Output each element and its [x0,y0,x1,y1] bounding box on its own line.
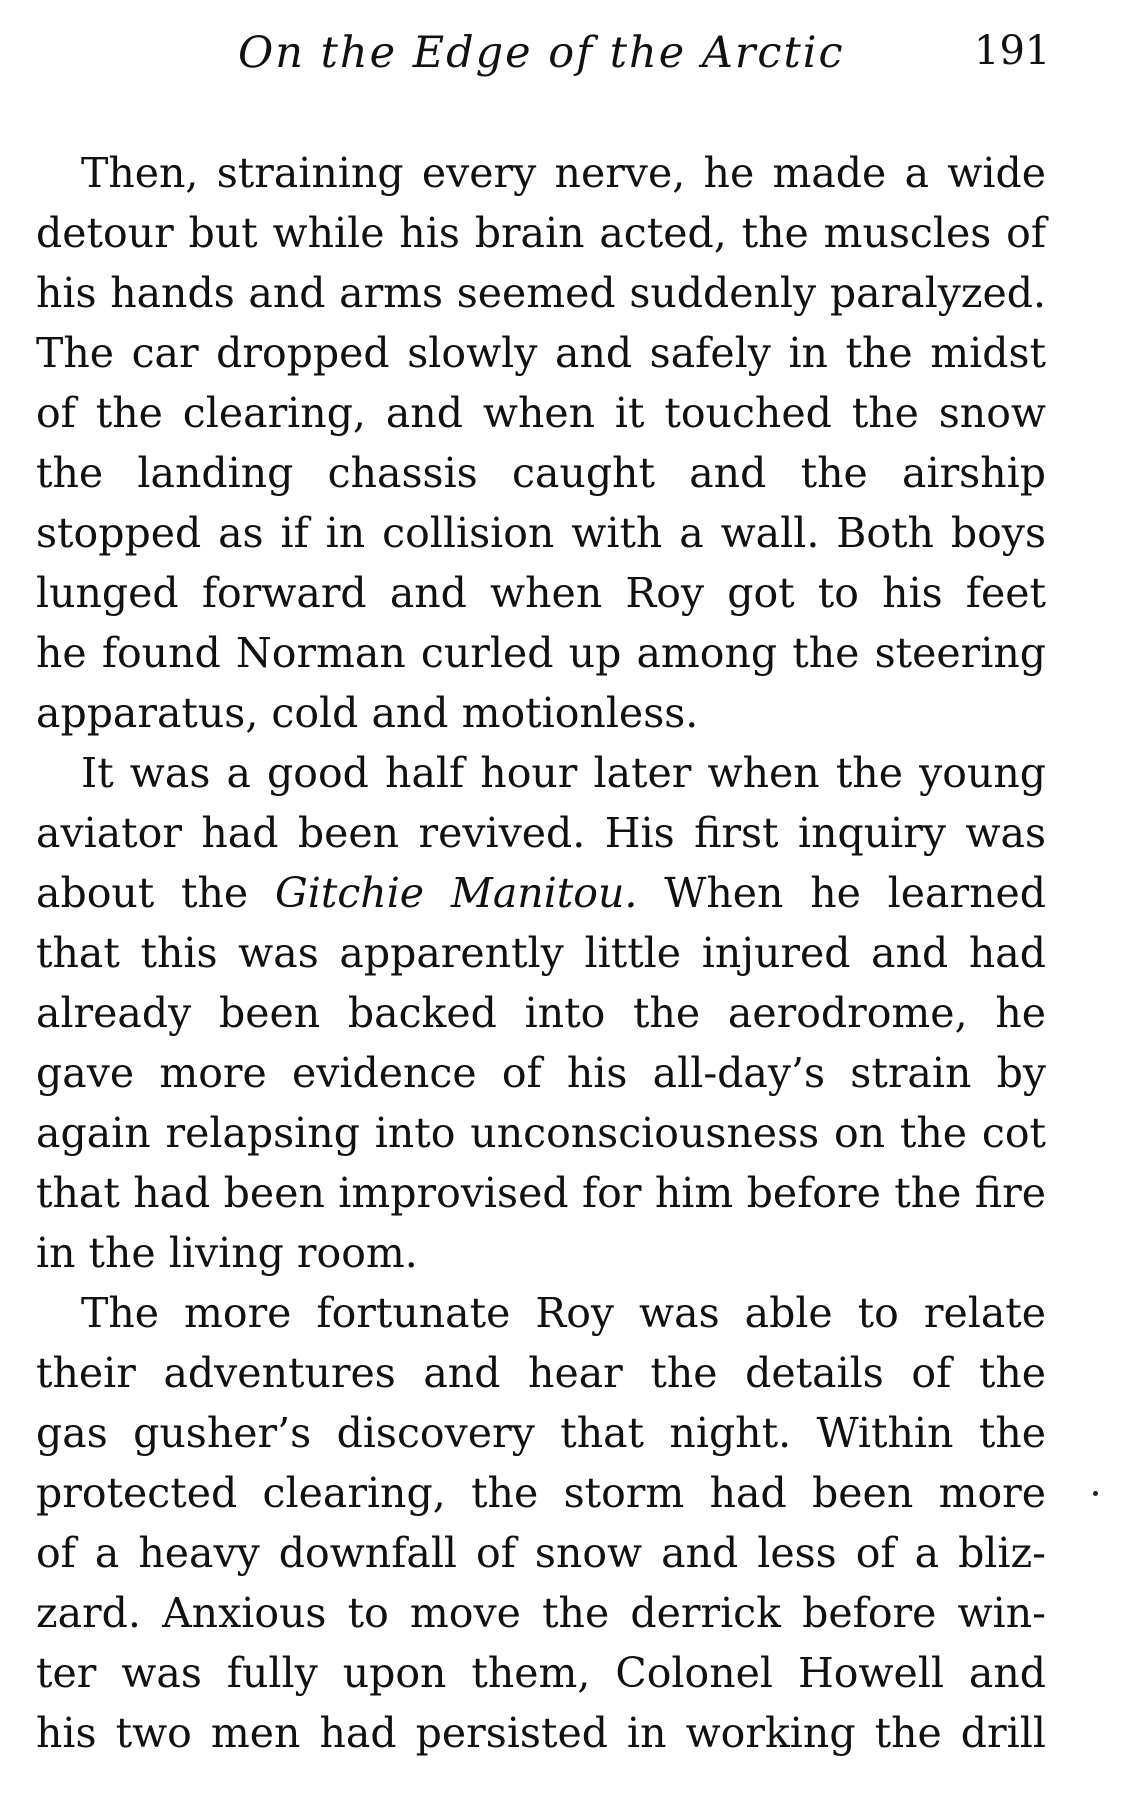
airship-name: Gitchie Manitou. [274,869,638,917]
text-line: gas gusher’s discovery that night. Within the [36,1409,1046,1457]
text-line: detour but while his brain acted, the muscles of [36,209,1046,257]
text-line: again relapsing into unconsciousness on the cot [36,1109,1046,1157]
text-line: his two men had persisted in working the drill [36,1709,1046,1757]
body-text [36,143,1046,1763]
text-line: apparatus, cold and motionless. [36,689,699,737]
text-line: of a heavy downfall of snow and less of a bliz- [36,1529,1046,1577]
text-line: aviator had been revived. His first inquiry was [36,809,1046,857]
text-line: zard. Anxious to move the derrick before win- [36,1589,1046,1637]
text-line: It was a good half hour later when the young [81,749,1046,797]
running-head [238,28,1051,88]
text-line-with-italic [36,863,1046,923]
ink-speck [1093,1491,1098,1496]
text-line: ter was fully upon them, Colonel Howell and [36,1649,1046,1697]
text-line: already been backed into the aerodrome, he [36,989,1046,1037]
text-line: of the clearing, and when it touched the snow [36,389,1046,437]
text-line: in the living room. [36,1229,418,1277]
text-line: their adventures and hear the details of the [36,1349,1046,1397]
text-line: The more fortunate Roy was able to relate [81,1289,1046,1337]
text-line: lunged forward and when Roy got to his feet [36,569,1046,617]
text-line: The car dropped slowly and safely in the midst [36,329,1046,377]
text-line: Then, straining every nerve, he made a wide [81,149,1046,197]
text-line: gave more evidence of his all-day’s strain by [36,1049,1046,1097]
text-line: that had been improvised for him before the fire [36,1169,1046,1217]
text-segment: When he learned [637,869,1046,917]
running-title: On the Edge of the Arctic [238,28,845,78]
text-segment: about the [36,869,275,917]
page-number: 191 [974,28,1051,74]
text-line: the landing chassis caught and the airship [36,449,1046,497]
text-line: protected clearing, the storm had been more [36,1469,1046,1517]
text-line: he found Norman curled up among the steering [36,629,1046,677]
text-line: his hands and arms seemed suddenly paralyzed. [36,269,1046,317]
text-line: that this was apparently little injured and had [36,929,1046,977]
text-line: stopped as if in collision with a wall. Both boys [36,509,1046,557]
